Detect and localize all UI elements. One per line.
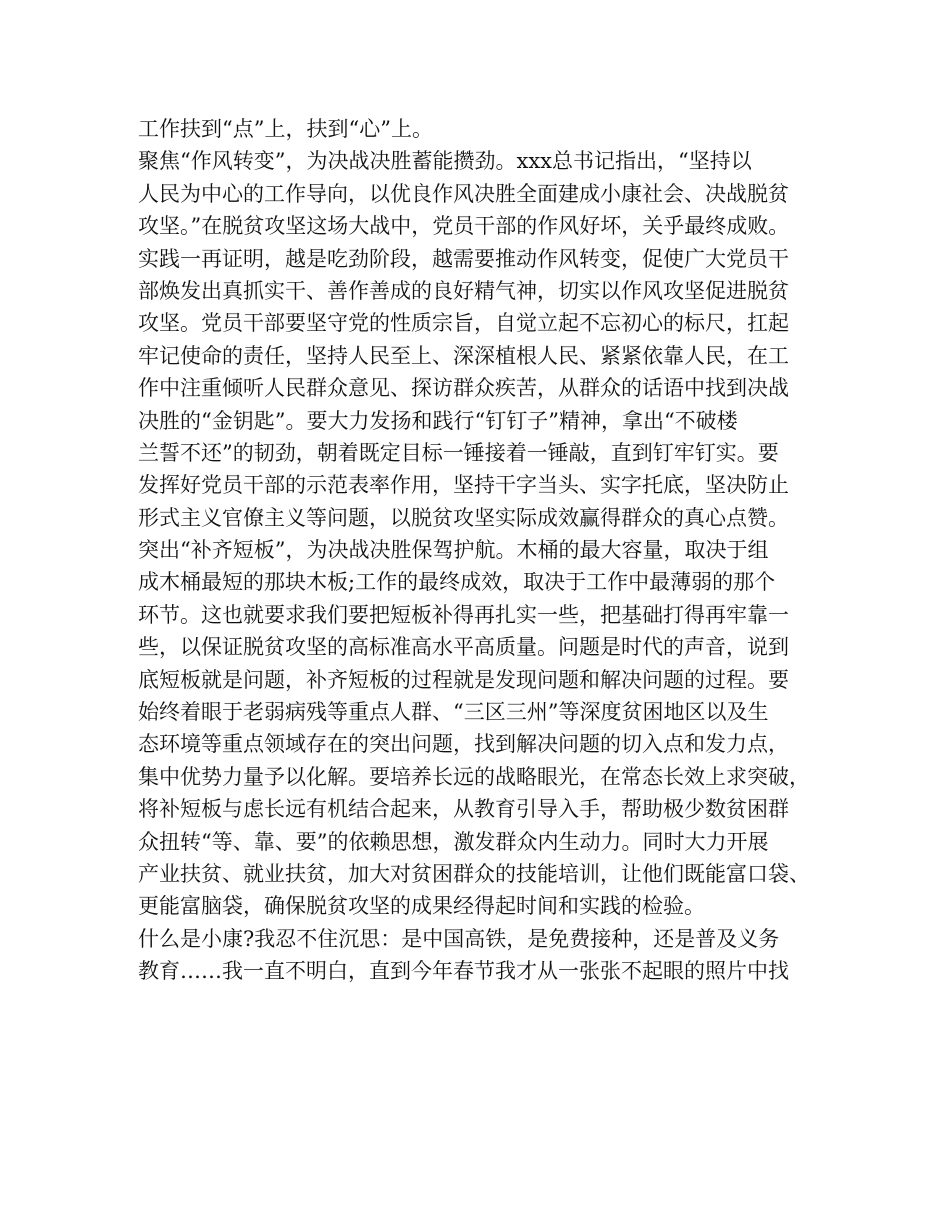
text-line: 攻坚。党员干部要坚守党的性质宗旨，自觉立起不忘初心的标尺，扛起 <box>138 311 789 336</box>
text-line: 作中注重倾听人民群众意见、探访群众疾苦，从群众的话语中找到决战 <box>138 376 789 401</box>
text-line: 牢记使命的责任，坚持人民至上、深深植根人民、紧紧依靠人民，在工 <box>138 343 789 368</box>
text-line: 始终着眼于老弱病残等重点人群、“三区三州”等深度贫困地区以及生 <box>138 700 769 725</box>
text-line: 实践一再证明，越是吃劲阶段，越需要推动作风转变，促使广大党员干 <box>138 246 789 271</box>
text-line: 底短板就是问题，补齐短板的过程就是发现问题和解决问题的过程。要 <box>138 667 789 692</box>
text-line: 发挥好党员干部的示范表率作用，坚持干字当头、实字托底，坚决防止 <box>138 473 789 498</box>
text-line: 将补短板与虑长远有机结合起来，从教育引导入手，帮助极少数贫困群 <box>138 797 789 822</box>
body-text <box>138 113 828 988</box>
text-line: 成木桶最短的那块木板;工作的最终成效，取决于工作中最薄弱的那个 <box>138 570 776 595</box>
text-line: 工作扶到“点”上，扶到“心”上。 <box>138 117 433 141</box>
text-line: 决胜的“金钥匙”。要大力发扬和践行“钉钉子”精神，拿出“不破楼 <box>138 408 738 433</box>
text-line: 态环境等重点领域存在的突出问题，找到解决问题的切入点和发力点， <box>138 732 789 757</box>
text-line: 形式主义官僚主义等问题，以脱贫攻坚实际成效赢得群众的真心点赞。 <box>138 505 789 530</box>
text-line: 教育……我一直不明白，直到今年春节我才从一张张不起眼的照片中找 <box>138 959 789 984</box>
text-line: 集中优势力量予以化解。要培养长远的战略眼光，在常态长效上求突破， <box>138 764 810 789</box>
text-line: 环节。这也就要求我们要把短板补得再扎实一些，把基础打得再牢靠一 <box>138 602 789 627</box>
text-line: 更能富脑袋，确保脱贫攻坚的成果经得起时间和实践的检验。 <box>138 894 705 919</box>
text-line: 产业扶贫、就业扶贫，加大对贫困群众的技能培训，让他们既能富口袋、 <box>138 861 810 886</box>
text-line: 什么是小康?我忍不住沉思：是中国高铁，是免费接种，还是普及义务 <box>138 926 780 951</box>
text-line: 聚焦“作风转变”，为决战决胜蓄能攒劲。xxx总书记指出，“坚持以 <box>138 149 752 174</box>
text-line: 众扭转“等、靠、要”的依赖思想，激发群众内生动力。同时大力开展 <box>138 829 769 854</box>
text-line: 攻坚。”在脱贫攻坚这场大战中，党员干部的作风好坏，关乎最终成败。 <box>138 214 790 239</box>
text-line: 人民为中心的工作导向，以优良作风决胜全面建成小康社会、决战脱贫 <box>138 181 789 206</box>
text-line: 兰誓不还”的韧劲，朝着既定目标一锤接着一锤敲，直到钉牢钉实。要 <box>138 440 779 465</box>
text-line: 突出“补齐短板”，为决战决胜保驾护航。木桶的最大容量，取决于组 <box>138 538 769 563</box>
text-line: 些，以保证脱贫攻坚的高标准高水平高质量。问题是时代的声音，说到 <box>138 635 789 660</box>
text-line: 部焕发出真抓实干、善作善成的良好精气神，切实以作风攻坚促进脱贫 <box>138 278 789 303</box>
